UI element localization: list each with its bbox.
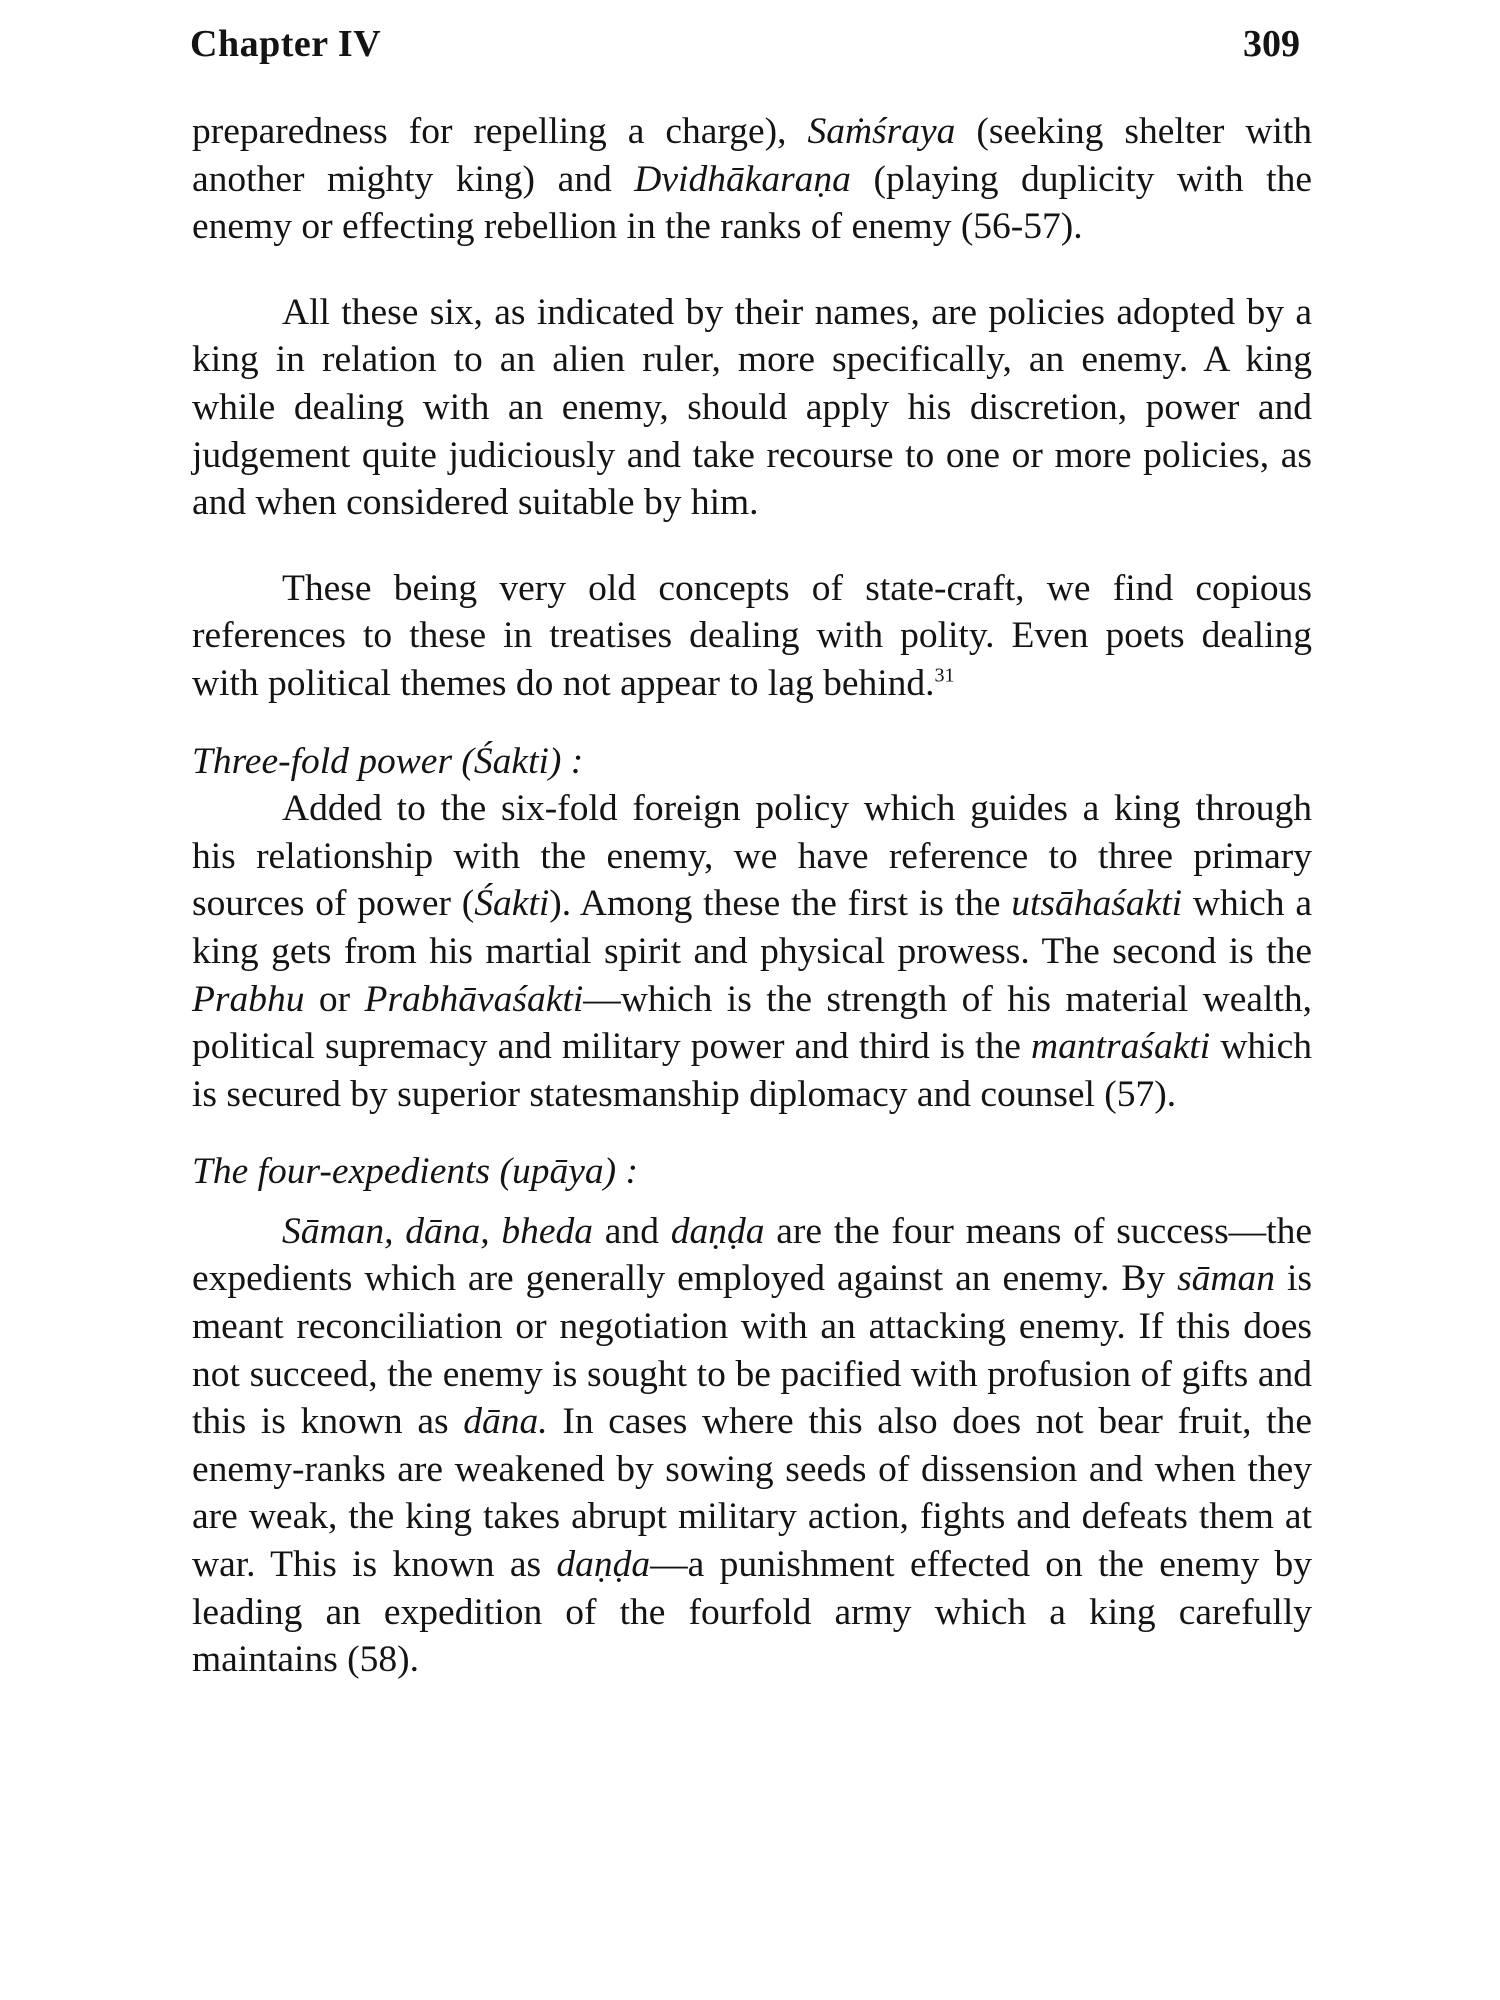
heading-text: The four-expedients ( — [192, 1151, 512, 1193]
paragraph-text: Added to the six-fold foreign policy which guides a king through his relationship with the enemy, we have reference to three primary sources of power ( — [192, 788, 1312, 925]
paragraph-text: ). Among these the first is the — [549, 883, 1012, 925]
italic-term: Saṁśraya — [807, 111, 956, 152]
italic-term: Prabhāvaśakti — [364, 978, 584, 1020]
italic-term: mantraśakti — [1031, 1026, 1211, 1068]
heading-term: Śakti — [473, 740, 549, 782]
paragraph-4 — [192, 785, 1312, 1118]
italic-term: daṇḍa — [556, 1544, 651, 1586]
paragraph-3 — [192, 565, 1312, 708]
page-header — [190, 22, 1300, 82]
italic-term: sāman — [1177, 1258, 1276, 1300]
italic-term: Dvidhākaraṇa — [634, 158, 851, 200]
heading-text: ) : — [548, 740, 584, 782]
heading-text: Three-fold power ( — [192, 740, 474, 782]
paragraph-text: —a punishment effected on the enemy by leading an expedition of the fourfold army which a king carefully maintains (58). — [192, 1544, 1313, 1681]
paragraph-5 — [192, 1208, 1312, 1684]
italic-term: Prabhu — [192, 978, 305, 1020]
italic-term: Śakti — [474, 883, 550, 925]
heading-text: ) : — [603, 1151, 639, 1193]
paragraph-text: which is secured by superior statesmanship diplomacy and counsel (57). — [192, 1026, 1312, 1115]
paragraph-text: are the four means of success—the expedients which are generally employed against an enemy. By — [192, 1210, 1312, 1300]
paragraph-text: These being very old concepts of state-craft, we find copious references to these in treatises dealing with polity. Even poets dealing with political themes do not appear to lag behind. — [192, 567, 1312, 704]
paragraph-1 — [192, 108, 1312, 251]
italic-term: utsāhaśakti — [1011, 883, 1183, 925]
paragraph-text: —which is the strength of his material wealth, political supremacy and military power and third is the — [192, 978, 1312, 1068]
paragraph-2: All these six, as indicated by their names, are policies adopted by a king in relation to an alien ruler, more specifically, an enemy. A king while dealing with an enemy, should apply his discretion, power and judgement quite judiciously and take recourse to one or more policies, as and when considered suitable by him. — [192, 291, 1312, 524]
chapter-title: Chapter IV — [190, 23, 382, 65]
paragraph-text: (playing duplicity with the enemy or effecting rebellion in the ranks of enemy (56-57). — [192, 158, 1312, 248]
paragraph-text: and — [593, 1210, 671, 1252]
paragraph-text: or — [304, 978, 365, 1020]
footnote-ref: 31 — [934, 664, 955, 687]
heading-term: upāya — [512, 1151, 604, 1193]
section-heading-four-expedients — [192, 1148, 1312, 1196]
paragraph-text: (seeking shelter with another mighty king) and — [192, 111, 1313, 200]
paragraph-text: which a king gets from his martial spirit and physical prowess. The second is the — [192, 883, 1312, 972]
italic-term: daṇḍa — [670, 1210, 765, 1252]
paragraph-text: preparedness for repelling a charge), — [192, 111, 808, 152]
page-body — [192, 108, 1312, 1684]
paragraph-text: In cases where this also does not bear fruit, the enemy-ranks are weakened by sowing seeds of dissension and when they are weak, the king takes abrupt military action, fights and defeats them at war. This is known as — [192, 1401, 1312, 1586]
italic-term: Sāman, dāna, bheda — [282, 1210, 594, 1252]
page-number: 309 — [1243, 23, 1300, 65]
section-heading-threefold-power — [192, 738, 1312, 786]
italic-term: dāna. — [463, 1401, 548, 1443]
paragraph-text: is meant reconciliation or negotiation with an attacking enemy. If this does not succeed, the enemy is sought to be pacified with profusion of gifts and this is known as — [192, 1258, 1312, 1443]
